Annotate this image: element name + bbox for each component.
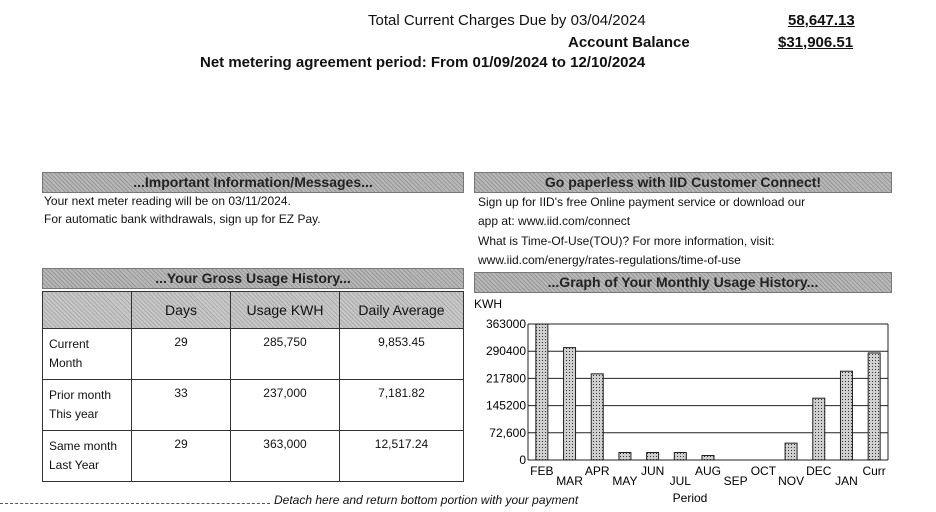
row-kwh: 285,750	[231, 329, 340, 380]
paperless-line-4: www.iid.com/energy/rates-regulations/time-of-use	[478, 253, 741, 267]
row-avg: 12,517.24	[340, 431, 464, 482]
usage-header-days: Days	[132, 292, 231, 329]
total-charges-label: Total Current Charges Due by 03/04/2024	[368, 12, 646, 29]
bar-mar	[564, 348, 576, 460]
row-days: 33	[132, 380, 231, 431]
y-tick-label: 363000	[485, 317, 526, 331]
paperless-line-3: What is Time-Of-Use(TOU)? For more information, visit:	[478, 234, 775, 248]
row-avg: 7,181.82	[340, 380, 464, 431]
x-tick-label: SEP	[723, 474, 748, 488]
table-row	[43, 380, 464, 431]
row-label: Prior month This year	[43, 380, 132, 431]
paperless-title: Go paperless with IID Customer Connect!	[474, 172, 892, 193]
account-balance-label: Account Balance	[568, 34, 690, 51]
x-tick-label: MAY	[612, 474, 638, 488]
x-tick-label: OCT	[750, 464, 777, 478]
monthly-usage-chart	[470, 294, 900, 508]
usage-header-empty	[43, 292, 132, 329]
bar-may	[619, 453, 631, 460]
bar-jun	[647, 453, 659, 460]
usage-header-kwh: Usage KWH	[231, 292, 340, 329]
x-tick-label: FEB	[530, 464, 554, 478]
bar-nov	[785, 443, 797, 460]
table-row	[43, 431, 464, 482]
y-axis-label: KWH	[474, 297, 502, 311]
x-tick-label: MAR	[556, 474, 583, 488]
info-line-2: For automatic bank withdrawals, sign up for EZ Pay.	[44, 212, 321, 226]
y-tick-label: 217800	[485, 371, 526, 386]
y-tick-label: 72,600	[489, 425, 526, 440]
y-tick-label: 145200	[485, 398, 526, 413]
x-tick-label: APR	[584, 464, 610, 478]
paperless-line-1: Sign up for IID's free Online payment service or download our	[478, 195, 806, 209]
row-avg: 9,853.45	[340, 329, 464, 380]
bar-jul	[674, 453, 686, 460]
table-row	[43, 329, 464, 380]
y-tick-label: 0	[519, 453, 526, 467]
bar-curr	[868, 353, 880, 460]
account-balance-value: $31,906.51	[778, 34, 854, 51]
x-tick-label: JAN	[835, 474, 858, 488]
bar-jan	[840, 371, 852, 460]
bar-feb	[536, 324, 548, 460]
usage-header-avg: Daily Average	[340, 292, 464, 329]
bar-aug	[702, 456, 714, 460]
row-label: Current Month	[43, 329, 132, 380]
row-kwh: 237,000	[231, 380, 340, 431]
row-days: 29	[132, 329, 231, 380]
row-kwh: 363,000	[231, 431, 340, 482]
x-tick-label: AUG	[694, 464, 722, 478]
info-title: ...Important Information/Messages...	[42, 172, 464, 193]
x-tick-label: Curr	[862, 464, 886, 478]
x-axis-label: Period	[672, 491, 708, 505]
usage-history-title: ...Your Gross Usage History...	[42, 268, 464, 289]
bar-apr	[591, 374, 603, 460]
detach-instruction: Detach here and return bottom portion with your payment	[274, 493, 579, 507]
row-days: 29	[132, 431, 231, 482]
x-tick-label: NOV	[778, 474, 805, 488]
info-line-1: Your next meter reading will be on 03/11/2024.	[44, 194, 291, 208]
x-tick-label: JUN	[640, 464, 665, 478]
graph-title: ...Graph of Your Monthly Usage History...	[474, 272, 892, 293]
row-label: Same month Last Year	[43, 431, 132, 482]
bar-dec	[813, 398, 825, 460]
total-charges-value: 58,647.13	[788, 12, 855, 29]
usage-history-table	[42, 291, 464, 482]
x-tick-label: JUL	[669, 474, 691, 488]
x-tick-label: DEC	[806, 464, 832, 478]
net-metering-period: Net metering agreement period: From 01/09/2024 to 12/10/2024	[200, 54, 646, 71]
y-tick-label: 290400	[485, 344, 526, 359]
paperless-line-2: app at: www.iid.com/connect	[478, 214, 631, 228]
detach-line-left	[0, 503, 270, 504]
